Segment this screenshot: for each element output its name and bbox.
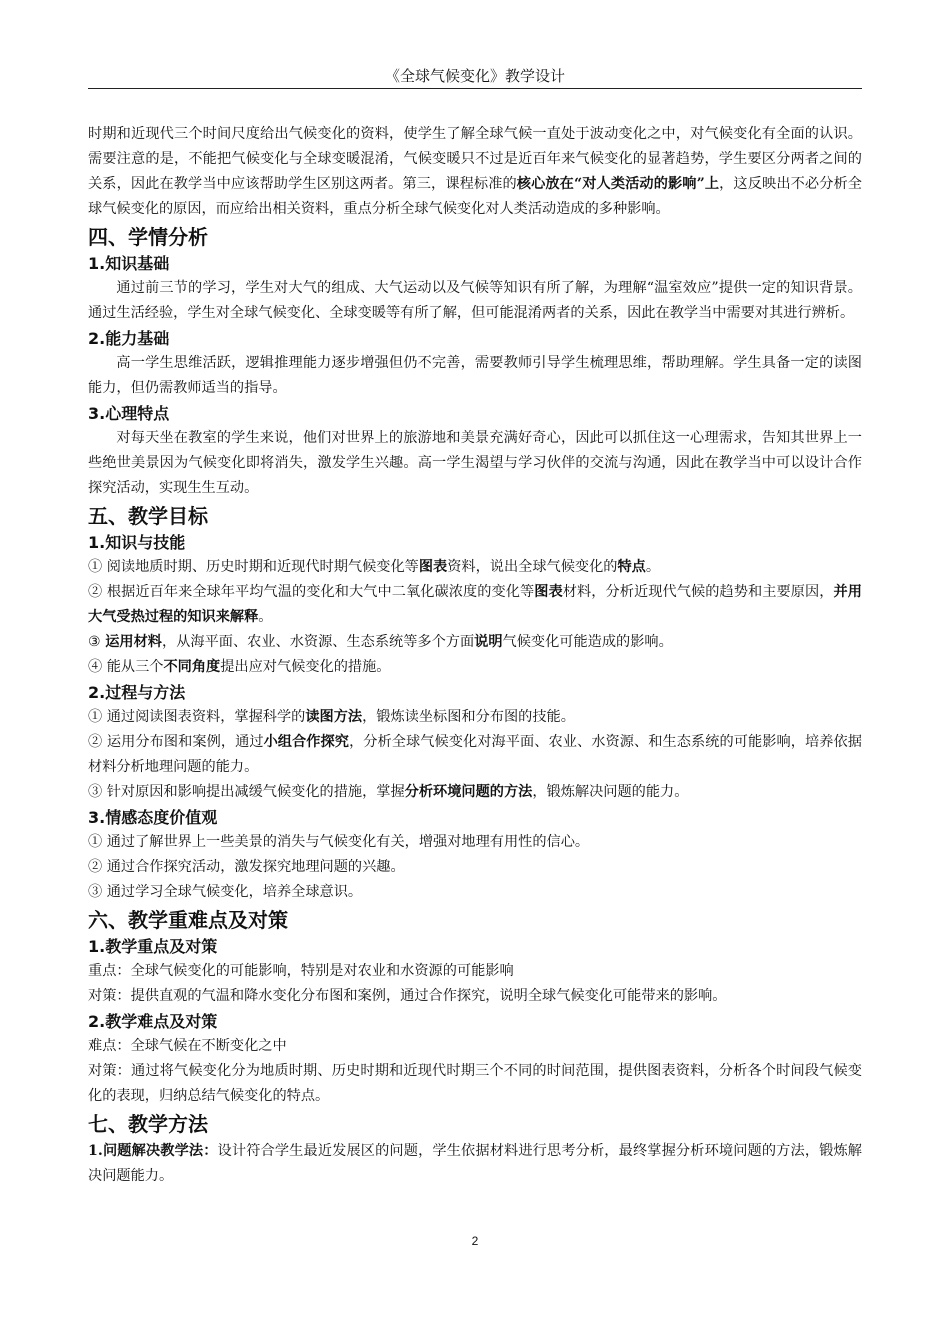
subheading-difficult-points: 2.教学难点及对策 <box>88 1012 218 1031</box>
section-heading-teaching-goals: 五、教学目标 <box>88 504 208 528</box>
goal-item: ③ 通过学习全球气候变化，培养全球意识。 <box>88 884 363 900</box>
subheading-process-method: 2.过程与方法 <box>88 683 186 702</box>
goal-item: ① 通过阅读图表资料，掌握科学的读图方法，锻炼读坐标图和分布图的技能。 <box>88 709 575 725</box>
key-point-strategy: 对策：提供直观的气温和降水变化分布图和案例，通过合作探究，说明全球气候变化可能带来的影响。 <box>88 988 727 1004</box>
goal-item: ① 通过了解世界上一些美景的消失与气候变化有关，增强对地理有用性的信心。 <box>88 834 590 850</box>
key-point-text: 重点：全球气候变化的可能影响，特别是对农业和水资源的可能影响 <box>88 963 514 979</box>
goal-item: ② 通过合作探究活动，激发探究地理问题的兴趣。 <box>88 859 405 875</box>
method-item: 1.问题解决教学法：设计符合学生最近发展区的问题，学生依据材料进行思考分析，最终掌握分析环境问题的方法，锻炼解决问题能力。 <box>88 1143 862 1184</box>
page-number: 2 <box>471 1234 479 1248</box>
subheading-key-points: 1.教学重点及对策 <box>88 937 218 956</box>
subheading-ability-base: 2.能力基础 <box>88 329 170 348</box>
section-heading-learner-analysis: 四、学情分析 <box>88 225 208 249</box>
section-heading-teaching-methods: 七、教学方法 <box>88 1112 208 1136</box>
subheading-psychology: 3.心理特点 <box>88 404 170 423</box>
goal-item: ③ 针对原因和影响提出减缓气候变化的措施，掌握分析环境问题的方法，锻炼解决问题的能力。 <box>88 784 689 800</box>
paragraph-psychology: 对每天坐在教室的学生来说，他们对世界上的旅游地和美景充满好奇心，因此可以抓住这一心理需求，告知其世界上一些绝世美景因为气候变化即将消失，激发学生兴趣。高一学生渴望与学习伙伴的交流与沟通，因此在教学当中可以设计合作探究活动，实现生生互动。 <box>88 430 862 496</box>
subheading-knowledge-base: 1.知识基础 <box>88 254 170 273</box>
page-content <box>88 122 862 1189</box>
difficult-point-text: 难点：全球气候在不断变化之中 <box>88 1038 287 1054</box>
paragraph-knowledge-base: 通过前三节的学习，学生对大气的组成、大气运动以及气候等知识有所了解，为理解“温室效应”提供一定的知识背景。通过生活经验，学生对全球气候变化、全球变暖等有所了解，但可能混淆两者的关系，因此在教学当中需要对其进行辨析。 <box>88 280 862 321</box>
section-heading-key-difficult-points: 六、教学重难点及对策 <box>88 908 288 932</box>
goal-item: ① 阅读地质时期、历史时期和近现代时期气候变化等图表资料，说出全球气候变化的特点。 <box>88 559 661 575</box>
subheading-emotion-values: 3.情感态度价值观 <box>88 808 218 827</box>
paragraph-ability-base: 高一学生思维活跃，逻辑推理能力逐步增强但仍不完善，需要教师引导学生梳理思维，帮助理解。学生具备一定的读图能力，但仍需教师适当的指导。 <box>88 355 862 396</box>
goal-item: ② 根据近百年来全球年平均气温的变化和大气中二氧化碳浓度的变化等图表材料，分析近现代气候的趋势和主要原因，并用大气受热过程的知识来解释。 <box>88 584 862 625</box>
goal-item: ② 运用分布图和案例，通过小组合作探究，分析全球气候变化对海平面、农业、水资源、和生态系统的可能影响，培养依据材料分析地理问题的能力。 <box>88 734 862 775</box>
difficult-point-strategy: 对策：通过将气候变化分为地质时期、历史时期和近现代时期三个不同的时间范围，提供图表资料，分析各个时间段气候变化的表现，归纳总结气候变化的特点。 <box>88 1063 862 1104</box>
intro-paragraph: 时期和近现代三个时间尺度给出气候变化的资料，使学生了解全球气候一直处于波动变化之中，对气候变化有全面的认识。需要注意的是，不能把气候变化与全球变暖混淆，气候变暖只不过是近百年来气候变化的显著趋势，学生要区分两者之间的关系，因此在教学当中应该帮助学生区别这两者。第三，课程标准的核心放在“对人类活动的影响”上，这反映出不必分析全球气候变化的原因，而应给出相关资料，重点分析全球气候变化对人类活动造成的多种影响。 <box>88 126 862 217</box>
goal-item: ③ 运用材料，从海平面、农业、水资源、生态系统等多个方面说明气候变化可能造成的影响。 <box>88 634 673 650</box>
page-header <box>88 66 862 89</box>
goal-item: ④ 能从三个不同角度提出应对气候变化的措施。 <box>88 659 391 675</box>
subheading-knowledge-skills: 1.知识与技能 <box>88 533 186 552</box>
document-title: 《全球气候变化》教学设计 <box>384 67 565 85</box>
